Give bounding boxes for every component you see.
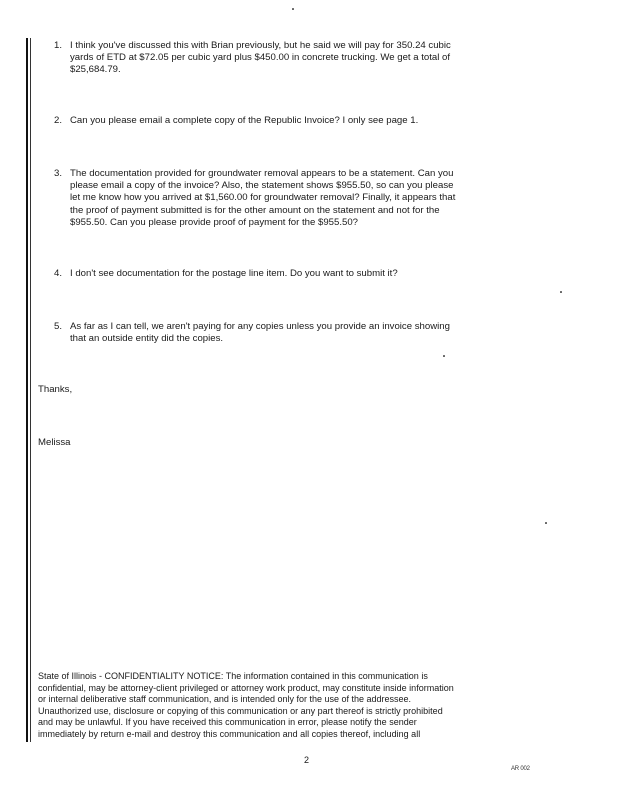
item-text-line: that an outside entity did the copies. (70, 333, 224, 345)
item-text-line: please email a copy of the invoice? Also, the statement shows $955.50, so can you please (70, 180, 454, 192)
confidentiality-notice (38, 671, 508, 741)
item-number: 3. (54, 168, 63, 179)
question-item-1 (54, 40, 506, 77)
notice-line: and may be unlawful. If you have received this communication in error, please notify the sender (38, 717, 417, 728)
item-number: 4. (54, 268, 63, 279)
closing-text: Thanks, (38, 384, 73, 395)
notice-line: immediately by return e-mail and destroy this communication and all copies thereof, including all (38, 728, 421, 739)
item-number: 1. (54, 40, 63, 51)
speck (443, 355, 445, 357)
question-item-5 (54, 321, 506, 345)
bates-stamp: AR 002 (511, 766, 530, 772)
question-item-3 (54, 168, 506, 229)
speck (545, 522, 547, 524)
item-text-line: let me know how you arrived at $1,560.00 for groundwater removal? Finally, it appears that (70, 192, 456, 204)
page-number: 2 (304, 755, 310, 765)
item-text-line: I don't see documentation for the postage line item. Do you want to submit it? (70, 268, 398, 279)
item-text-line: The documentation provided for groundwater removal appears to be a statement. Can you (70, 168, 454, 179)
notice-line: or internal deliberative staff communication, and is intended only for the use of the addressee. (38, 694, 412, 705)
item-text-line: the proof of payment submitted is for the other amount on the statement and not for the (70, 204, 440, 216)
speck (560, 291, 562, 293)
notice-line: State of Illinois - CONFIDENTIALITY NOTICE: The information contained in this communication is (38, 671, 428, 681)
scan-margin-bar (26, 38, 28, 742)
item-text-line: $25,684.79. (70, 64, 121, 76)
notice-line: confidential, may be attorney-client privileged or attorney work product, may constitute inside information (38, 682, 454, 693)
item-text-line: As far as I can tell, we aren't paying for any copies unless you provide an invoice showing (70, 321, 450, 332)
item-text-line: Can you please email a complete copy of the Republic Invoice? I only see page 1. (70, 115, 419, 126)
item-number: 5. (54, 321, 63, 332)
question-item-4 (54, 268, 506, 280)
item-text-line: I think you've discussed this with Brian previously, but he said we will pay for 350.24 cubic (70, 40, 451, 51)
item-text-line: yards of ETD at $72.05 per cubic yard plus $450.00 in concrete trucking. We get a total of (70, 52, 451, 64)
item-text-line: $955.50. Can you please provide proof of payment for the $955.50? (70, 216, 359, 228)
scan-margin-bar-inner (30, 38, 31, 742)
speck (292, 8, 294, 10)
notice-line: Unauthorized use, disclosure or copying of this communication or any part thereof is strictly prohibited (38, 705, 443, 716)
question-item-2 (54, 115, 506, 127)
item-number: 2. (54, 115, 63, 126)
signature-name: Melissa (38, 437, 71, 448)
